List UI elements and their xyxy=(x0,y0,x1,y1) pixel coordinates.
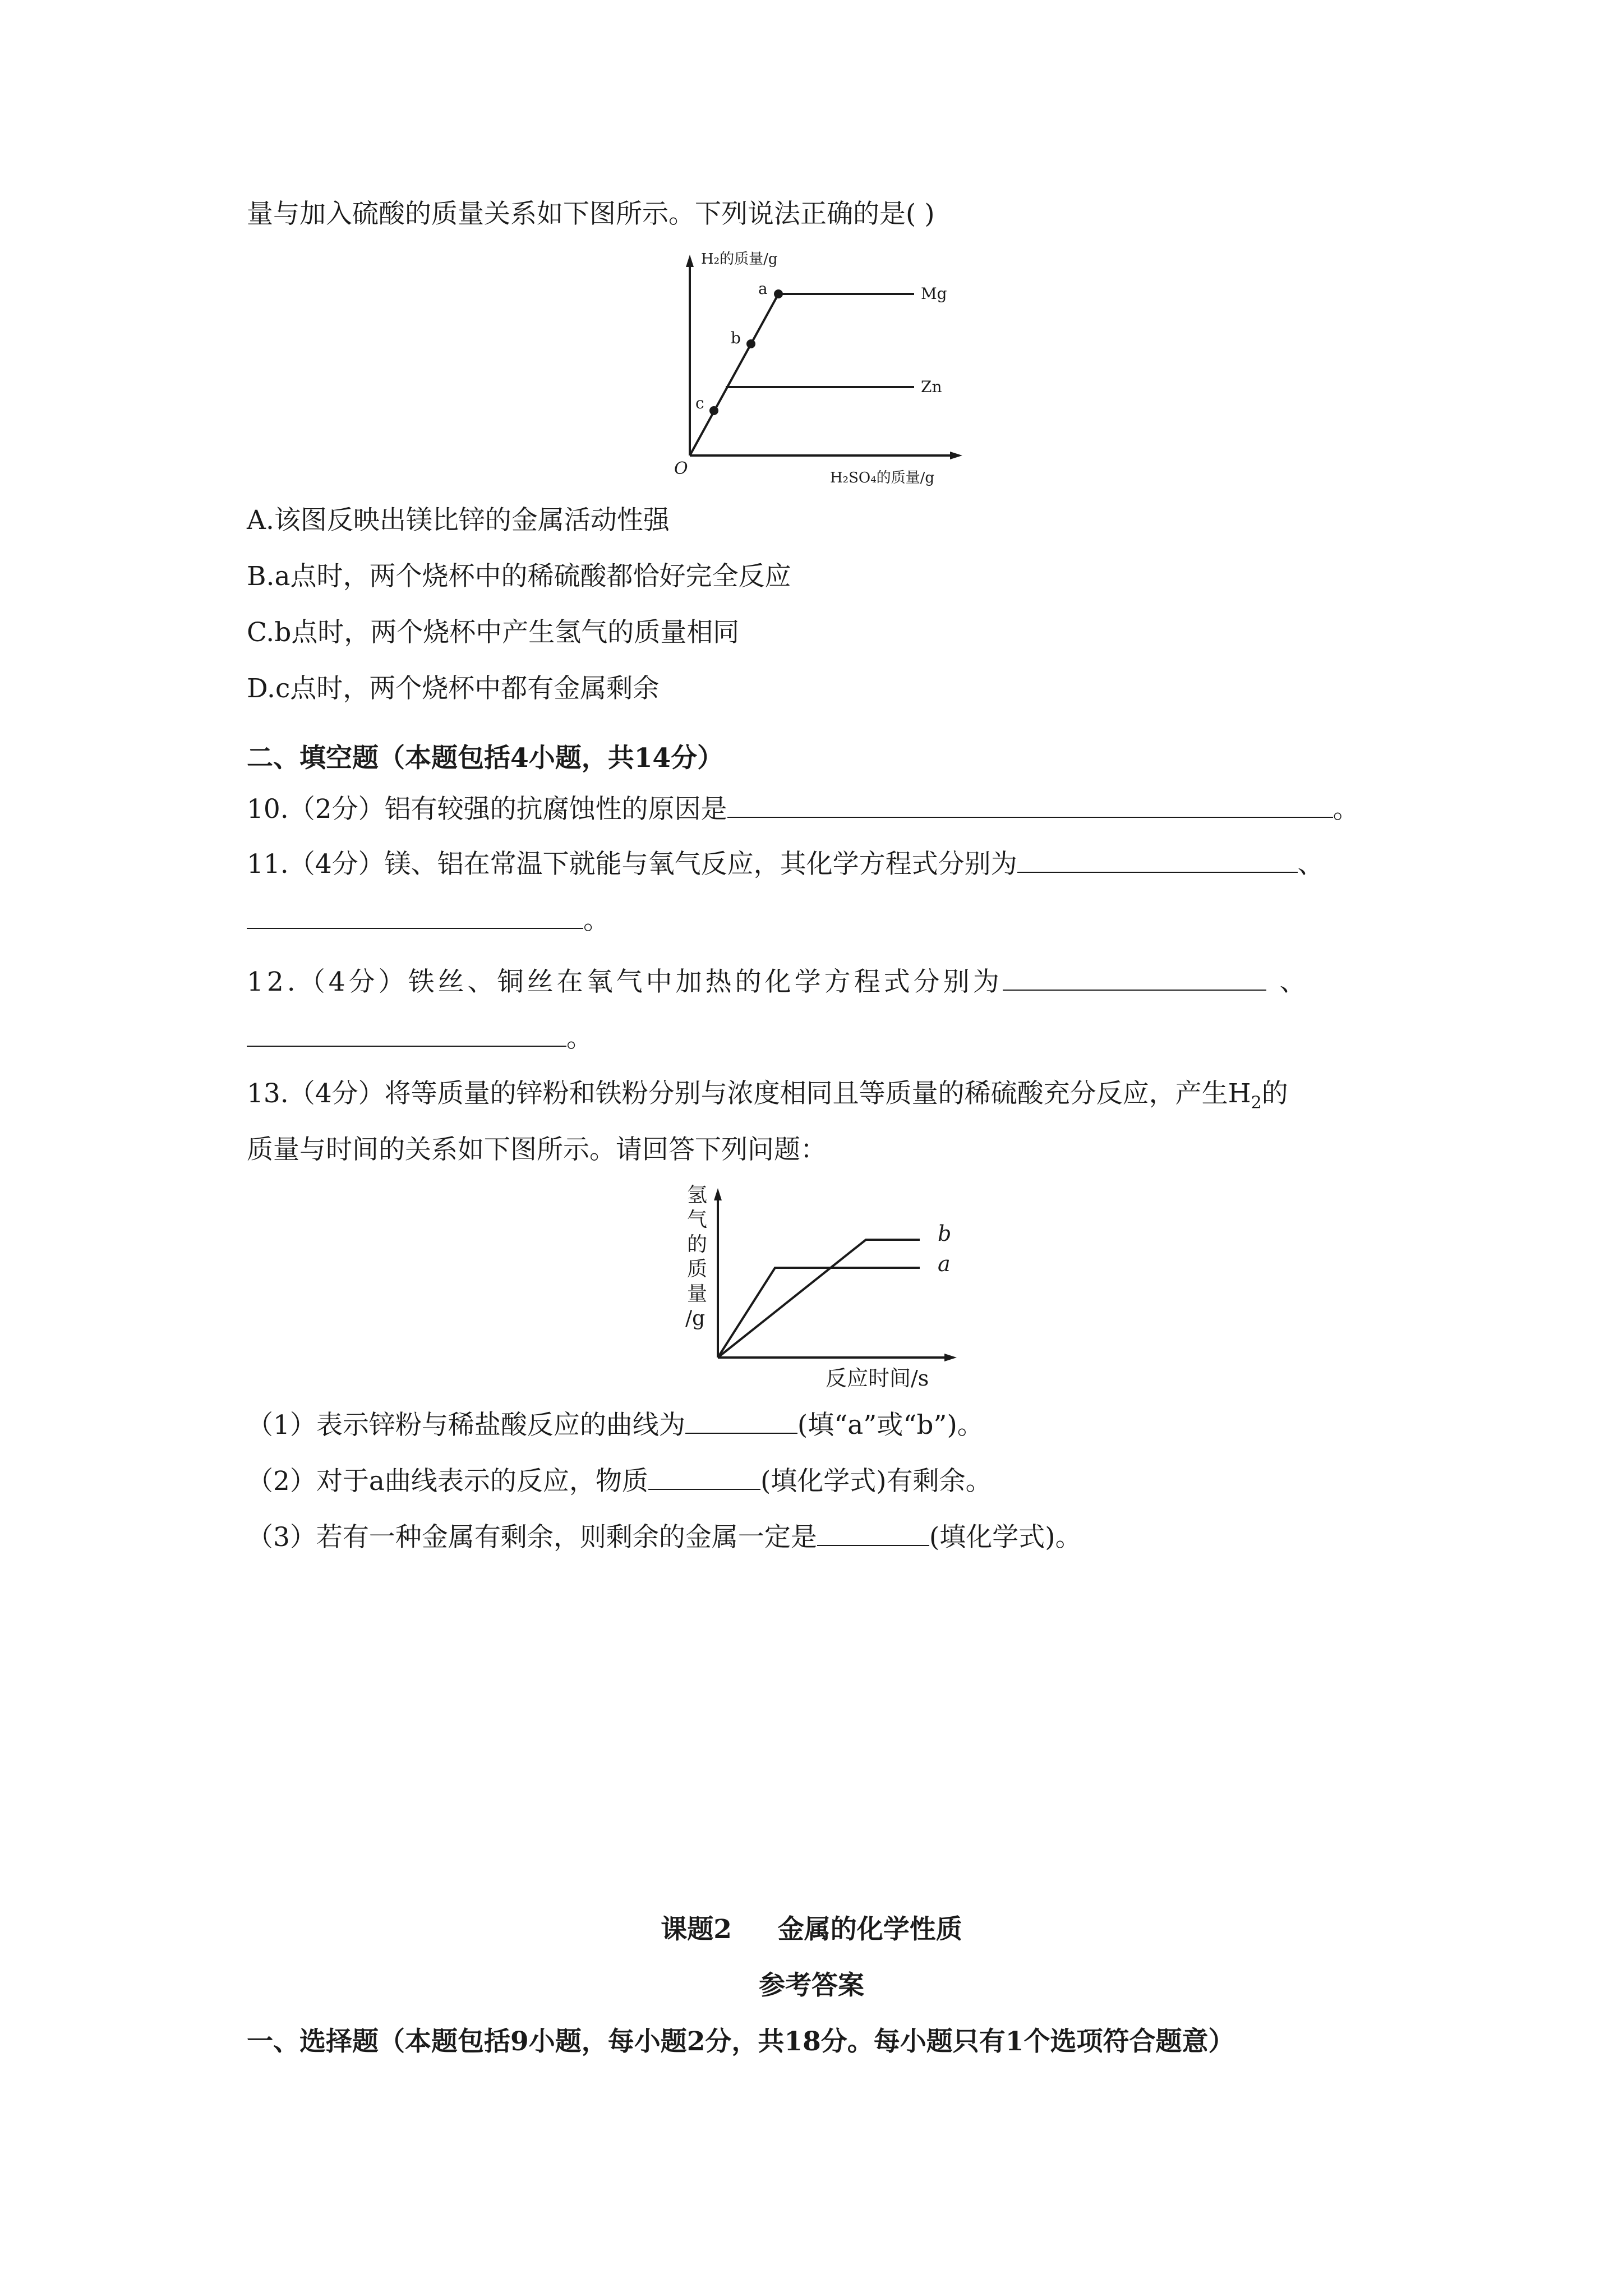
q9-option-c: C.b点时，两个烧杯中产生氢气的质量相同 xyxy=(247,617,740,648)
chart2-label-a: a xyxy=(938,1251,951,1276)
q11-blank-1[interactable] xyxy=(1017,847,1298,873)
chart-h2-vs-h2so4 xyxy=(645,247,981,494)
chart2-ylabel-1: 氢 xyxy=(687,1184,708,1207)
chart2-ylabel-6: /g xyxy=(685,1307,706,1330)
q11-end: 。 xyxy=(583,905,610,936)
chart1-origin: O xyxy=(674,459,688,478)
q13-text-b: 的 xyxy=(1261,1078,1288,1109)
q13-sub1 xyxy=(247,1408,984,1442)
q13-sub1-blank[interactable] xyxy=(685,1408,797,1434)
q10-text: 10.（2分）铝有较强的抗腐蚀性的原因是 xyxy=(247,794,727,825)
answer-title: 课题2 金属的化学性质 xyxy=(661,1914,962,1945)
chart1-label-b: b xyxy=(731,329,741,347)
q10 xyxy=(247,792,1359,826)
q13-sub3 xyxy=(247,1520,1082,1554)
chart2-x-arrow xyxy=(944,1354,957,1361)
q11-blank-2[interactable] xyxy=(247,903,583,929)
chart2-ylabel-3: 的 xyxy=(687,1233,708,1256)
chart1-xlabel: H₂SO₄的质量/g xyxy=(830,470,935,486)
q13-sub2 xyxy=(247,1464,992,1498)
q9-intro: 量与加入硫酸的质量关系如下图所示。下列说法正确的是( ) xyxy=(247,199,935,229)
q13-sub3-blank[interactable] xyxy=(817,1520,929,1546)
q13-line2: 质量与时间的关系如下图所示。请回答下列问题： xyxy=(247,1134,827,1165)
q13-text-a: 13.（4分）将等质量的锌粉和铁粉分别与浓度相同且等质量的稀硫酸充分反应，产生H xyxy=(247,1078,1251,1109)
chart1-point-a xyxy=(774,289,783,298)
q12-text: 12.（4分）铁丝、铜丝在氧气中加热的化学方程式分别为 xyxy=(247,967,1003,997)
q10-blank[interactable] xyxy=(727,792,1333,818)
q13-sub: 2 xyxy=(1251,1093,1262,1113)
chart-h2-vs-time xyxy=(673,1178,987,1402)
q9-option-b: B.a点时，两个烧杯中的稀硫酸都恰好完全反应 xyxy=(247,561,791,592)
chart2-y-arrow xyxy=(714,1188,722,1200)
q12-blank-2[interactable] xyxy=(247,1021,566,1047)
q13-sub3-text: （3）若有一种金属有剩余，则剩余的金属一定是 xyxy=(247,1522,817,1553)
chart1-legend-zn: Zn xyxy=(921,378,942,396)
q12-sep: 、 xyxy=(1279,967,1310,997)
q9-option-a: A.该图反映出镁比锌的金属活动性强 xyxy=(247,505,670,536)
chart1-ylabel: H₂的质量/g xyxy=(701,251,778,268)
answer-subtitle: 参考答案 xyxy=(759,1970,864,2001)
q12-line1 xyxy=(247,965,1310,999)
section1-title: 一、选择题（本题包括9小题，每小题2分，共18分。每小题只有1个选项符合题意） xyxy=(247,2026,1235,2057)
q10-end: 。 xyxy=(1332,794,1359,825)
q12-end: 。 xyxy=(566,1023,593,1053)
chart2-ylabel-2: 气 xyxy=(687,1208,708,1231)
q9-option-d: D.c点时，两个烧杯中都有金属剩余 xyxy=(247,673,660,704)
section2-title: 二、填空题（本题包括4小题，共14分） xyxy=(247,743,724,774)
q12-line2 xyxy=(247,1021,593,1055)
q13-sub2-blank[interactable] xyxy=(648,1464,760,1490)
chart2-label-b: b xyxy=(938,1221,952,1246)
q13-sub1-text: （1）表示锌粉与稀盐酸反应的曲线为 xyxy=(247,1410,685,1441)
q13-sub2-text: （2）对于a曲线表示的反应，物质 xyxy=(247,1466,648,1497)
q11-text: 11.（4分）镁、铝在常温下就能与氧气反应，其化学方程式分别为 xyxy=(247,849,1017,880)
chart1-label-c: c xyxy=(695,394,704,412)
chart2-ylabel-5: 量 xyxy=(687,1282,708,1305)
q13-sub1-end: (填“a”或“b”)。 xyxy=(797,1410,984,1441)
chart1-point-b xyxy=(746,339,755,348)
chart1-legend-mg: Mg xyxy=(921,284,947,303)
chart1-point-c xyxy=(709,406,718,415)
q11-line2 xyxy=(247,903,610,937)
chart1-series-mg xyxy=(690,294,914,455)
chart2-series-a xyxy=(718,1268,920,1358)
chart1-label-a: a xyxy=(758,279,768,298)
q13-line1 xyxy=(247,1077,1288,1120)
chart1-y-arrow xyxy=(686,255,694,267)
q11-sep: 、 xyxy=(1297,849,1324,880)
chart2-ylabel-4: 质 xyxy=(687,1258,708,1281)
chart2-xlabel: 反应时间/s xyxy=(826,1366,929,1391)
q11-line1 xyxy=(247,847,1324,881)
chart1-x-arrow xyxy=(950,452,962,459)
q12-blank-1[interactable] xyxy=(1003,965,1266,991)
q13-sub3-end: (填化学式)。 xyxy=(929,1522,1082,1553)
chart2-series-b xyxy=(718,1240,920,1358)
q13-sub2-end: (填化学式)有剩余。 xyxy=(760,1466,992,1497)
